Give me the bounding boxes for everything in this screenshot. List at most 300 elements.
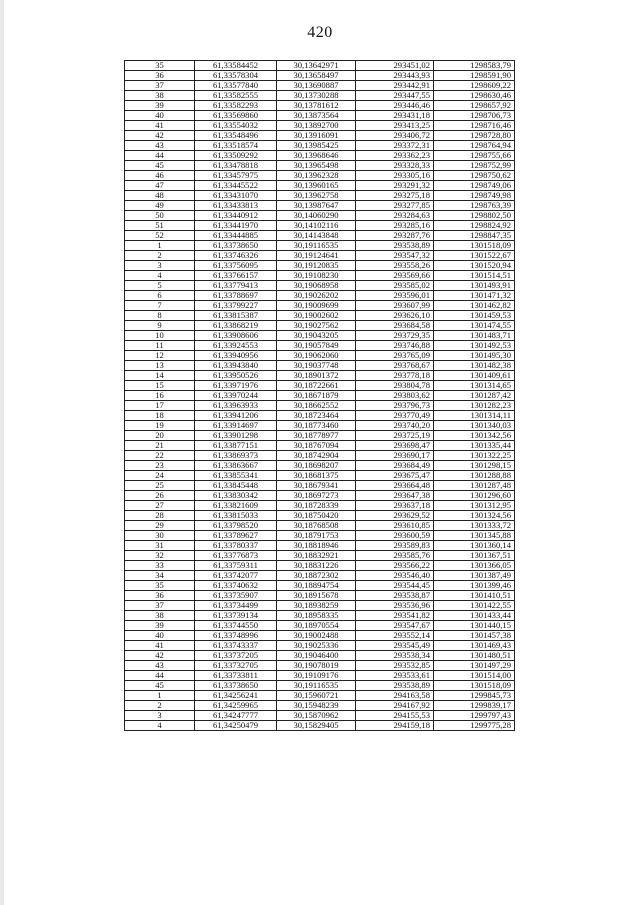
table-row bbox=[125, 431, 515, 441]
x-coordinate-cell: 293547,32 bbox=[356, 251, 434, 261]
point-number-cell: 23 bbox=[125, 461, 195, 471]
point-number-cell: 37 bbox=[125, 81, 195, 91]
x-coordinate-cell: 294163,58 bbox=[356, 691, 434, 701]
longitude-cell: 30,19043205 bbox=[277, 331, 356, 341]
y-coordinate-cell: 1301469,43 bbox=[434, 641, 515, 651]
table-row bbox=[125, 361, 515, 371]
longitude-cell: 30,18831226 bbox=[277, 561, 356, 571]
y-coordinate-cell: 1301399,46 bbox=[434, 581, 515, 591]
x-coordinate-cell: 293600,59 bbox=[356, 531, 434, 541]
x-coordinate-cell: 293729,35 bbox=[356, 331, 434, 341]
x-coordinate-cell: 294167,92 bbox=[356, 701, 434, 711]
latitude-cell: 61,33569860 bbox=[195, 111, 277, 121]
longitude-cell: 30,18773460 bbox=[277, 421, 356, 431]
point-number-cell: 3 bbox=[125, 711, 195, 721]
y-coordinate-cell: 1301480,51 bbox=[434, 651, 515, 661]
longitude-cell: 30,13781612 bbox=[277, 101, 356, 111]
point-number-cell: 44 bbox=[125, 151, 195, 161]
longitude-cell: 30,18970554 bbox=[277, 621, 356, 631]
y-coordinate-cell: 1298609,22 bbox=[434, 81, 515, 91]
point-number-cell: 35 bbox=[125, 61, 195, 71]
table-row bbox=[125, 121, 515, 131]
longitude-cell: 30,19002602 bbox=[277, 311, 356, 321]
point-number-cell: 30 bbox=[125, 531, 195, 541]
y-coordinate-cell: 1298630,46 bbox=[434, 91, 515, 101]
point-number-cell: 4 bbox=[125, 271, 195, 281]
y-coordinate-cell: 1298763,39 bbox=[434, 201, 515, 211]
longitude-cell: 30,19108230 bbox=[277, 271, 356, 281]
table-row bbox=[125, 621, 515, 631]
x-coordinate-cell: 293589,83 bbox=[356, 541, 434, 551]
longitude-cell: 30,13730288 bbox=[277, 91, 356, 101]
point-number-cell: 31 bbox=[125, 541, 195, 551]
table-row bbox=[125, 551, 515, 561]
longitude-cell: 30,18728339 bbox=[277, 501, 356, 511]
point-number-cell: 19 bbox=[125, 421, 195, 431]
longitude-cell: 30,19116535 bbox=[277, 241, 356, 251]
y-coordinate-cell: 1301322,25 bbox=[434, 451, 515, 461]
longitude-cell: 30,13985425 bbox=[277, 141, 356, 151]
x-coordinate-cell: 293538,34 bbox=[356, 651, 434, 661]
point-number-cell: 6 bbox=[125, 291, 195, 301]
x-coordinate-cell: 293796,73 bbox=[356, 401, 434, 411]
latitude-cell: 61,33742077 bbox=[195, 571, 277, 581]
table-row bbox=[125, 681, 515, 691]
y-coordinate-cell: 1298802,50 bbox=[434, 211, 515, 221]
latitude-cell: 61,33901298 bbox=[195, 431, 277, 441]
latitude-cell: 61,33963933 bbox=[195, 401, 277, 411]
y-coordinate-cell: 1298728,80 bbox=[434, 131, 515, 141]
y-coordinate-cell: 1301324,56 bbox=[434, 511, 515, 521]
longitude-cell: 30,18671879 bbox=[277, 391, 356, 401]
longitude-cell: 30,19116535 bbox=[277, 681, 356, 691]
latitude-cell: 61,33733811 bbox=[195, 671, 277, 681]
point-number-cell: 44 bbox=[125, 671, 195, 681]
table-row bbox=[125, 531, 515, 541]
point-number-cell: 34 bbox=[125, 571, 195, 581]
y-coordinate-cell: 1298847,35 bbox=[434, 231, 515, 241]
table-row bbox=[125, 251, 515, 261]
latitude-cell: 61,33815033 bbox=[195, 511, 277, 521]
x-coordinate-cell: 293746,88 bbox=[356, 341, 434, 351]
x-coordinate-cell: 293698,47 bbox=[356, 441, 434, 451]
longitude-cell: 30,18872302 bbox=[277, 571, 356, 581]
latitude-cell: 61,33444885 bbox=[195, 231, 277, 241]
y-coordinate-cell: 1301312,95 bbox=[434, 501, 515, 511]
point-number-cell: 43 bbox=[125, 661, 195, 671]
point-number-cell: 46 bbox=[125, 171, 195, 181]
y-coordinate-cell: 1298657,92 bbox=[434, 101, 515, 111]
longitude-cell: 30,19009699 bbox=[277, 301, 356, 311]
point-number-cell: 49 bbox=[125, 201, 195, 211]
longitude-cell: 30,19068958 bbox=[277, 281, 356, 291]
point-number-cell: 10 bbox=[125, 331, 195, 341]
x-coordinate-cell: 293287,76 bbox=[356, 231, 434, 241]
latitude-cell: 61,33743337 bbox=[195, 641, 277, 651]
point-number-cell: 9 bbox=[125, 321, 195, 331]
latitude-cell: 61,33578304 bbox=[195, 71, 277, 81]
y-coordinate-cell: 1301514,00 bbox=[434, 671, 515, 681]
latitude-cell: 61,33924553 bbox=[195, 341, 277, 351]
point-number-cell: 29 bbox=[125, 521, 195, 531]
table-row bbox=[125, 501, 515, 511]
x-coordinate-cell: 293406,72 bbox=[356, 131, 434, 141]
latitude-cell: 61,33830342 bbox=[195, 491, 277, 501]
point-number-cell: 11 bbox=[125, 341, 195, 351]
table-row bbox=[125, 451, 515, 461]
y-coordinate-cell: 1301366,05 bbox=[434, 561, 515, 571]
longitude-cell: 30,13873564 bbox=[277, 111, 356, 121]
longitude-cell: 30,15960721 bbox=[277, 691, 356, 701]
x-coordinate-cell: 293607,99 bbox=[356, 301, 434, 311]
longitude-cell: 30,15829405 bbox=[277, 721, 356, 731]
latitude-cell: 61,33971976 bbox=[195, 381, 277, 391]
point-number-cell: 52 bbox=[125, 231, 195, 241]
latitude-cell: 61,33478818 bbox=[195, 161, 277, 171]
table-row bbox=[125, 371, 515, 381]
y-coordinate-cell: 1301296,60 bbox=[434, 491, 515, 501]
latitude-cell: 61,33877151 bbox=[195, 441, 277, 451]
table-row bbox=[125, 141, 515, 151]
point-number-cell: 27 bbox=[125, 501, 195, 511]
longitude-cell: 30,19062060 bbox=[277, 351, 356, 361]
latitude-cell: 61,33739134 bbox=[195, 611, 277, 621]
point-number-cell: 45 bbox=[125, 161, 195, 171]
y-coordinate-cell: 1301471,32 bbox=[434, 291, 515, 301]
point-number-cell: 28 bbox=[125, 511, 195, 521]
latitude-cell: 61,34259965 bbox=[195, 701, 277, 711]
latitude-cell: 61,33431070 bbox=[195, 191, 277, 201]
point-number-cell: 41 bbox=[125, 641, 195, 651]
longitude-cell: 30,18698207 bbox=[277, 461, 356, 471]
latitude-cell: 61,33789627 bbox=[195, 531, 277, 541]
y-coordinate-cell: 1298764,94 bbox=[434, 141, 515, 151]
x-coordinate-cell: 293637,18 bbox=[356, 501, 434, 511]
x-coordinate-cell: 293442,91 bbox=[356, 81, 434, 91]
point-number-cell: 39 bbox=[125, 621, 195, 631]
y-coordinate-cell: 1301298,15 bbox=[434, 461, 515, 471]
table-row bbox=[125, 351, 515, 361]
table-row bbox=[125, 271, 515, 281]
y-coordinate-cell: 1301422,55 bbox=[434, 601, 515, 611]
longitude-cell: 30,13962758 bbox=[277, 191, 356, 201]
latitude-cell: 61,33788697 bbox=[195, 291, 277, 301]
table-row bbox=[125, 101, 515, 111]
longitude-cell: 30,13690887 bbox=[277, 81, 356, 91]
longitude-cell: 30,18742904 bbox=[277, 451, 356, 461]
table-row bbox=[125, 651, 515, 661]
latitude-cell: 61,33799227 bbox=[195, 301, 277, 311]
point-number-cell: 25 bbox=[125, 481, 195, 491]
x-coordinate-cell: 293585,76 bbox=[356, 551, 434, 561]
point-number-cell: 35 bbox=[125, 581, 195, 591]
latitude-cell: 61,33509292 bbox=[195, 151, 277, 161]
x-coordinate-cell: 293533,61 bbox=[356, 671, 434, 681]
y-coordinate-cell: 1301340,03 bbox=[434, 421, 515, 431]
longitude-cell: 30,18791753 bbox=[277, 531, 356, 541]
table-row bbox=[125, 711, 515, 721]
x-coordinate-cell: 293544,45 bbox=[356, 581, 434, 591]
table-row bbox=[125, 391, 515, 401]
longitude-cell: 30,13916091 bbox=[277, 131, 356, 141]
longitude-cell: 30,13642971 bbox=[277, 61, 356, 71]
y-coordinate-cell: 1301518,09 bbox=[434, 681, 515, 691]
latitude-cell: 61,33779413 bbox=[195, 281, 277, 291]
latitude-cell: 61,33738650 bbox=[195, 681, 277, 691]
y-coordinate-cell: 1298716,46 bbox=[434, 121, 515, 131]
latitude-cell: 61,33756095 bbox=[195, 261, 277, 271]
latitude-cell: 61,33798520 bbox=[195, 521, 277, 531]
point-number-cell: 14 bbox=[125, 371, 195, 381]
x-coordinate-cell: 293546,40 bbox=[356, 571, 434, 581]
table-row bbox=[125, 631, 515, 641]
longitude-cell: 30,19026202 bbox=[277, 291, 356, 301]
table-row bbox=[125, 61, 515, 71]
table-row bbox=[125, 601, 515, 611]
latitude-cell: 61,33582555 bbox=[195, 91, 277, 101]
y-coordinate-cell: 1301520,94 bbox=[434, 261, 515, 271]
latitude-cell: 61,33740632 bbox=[195, 581, 277, 591]
y-coordinate-cell: 1301497,29 bbox=[434, 661, 515, 671]
y-coordinate-cell: 1301287,42 bbox=[434, 391, 515, 401]
x-coordinate-cell: 293372,31 bbox=[356, 141, 434, 151]
x-coordinate-cell: 293277,85 bbox=[356, 201, 434, 211]
longitude-cell: 30,14143848 bbox=[277, 231, 356, 241]
latitude-cell: 61,33577840 bbox=[195, 81, 277, 91]
longitude-cell: 30,18894754 bbox=[277, 581, 356, 591]
longitude-cell: 30,18818946 bbox=[277, 541, 356, 551]
point-number-cell: 18 bbox=[125, 411, 195, 421]
longitude-cell: 30,19109176 bbox=[277, 671, 356, 681]
latitude-cell: 61,33548496 bbox=[195, 131, 277, 141]
table-row bbox=[125, 301, 515, 311]
latitude-cell: 61,33950526 bbox=[195, 371, 277, 381]
y-coordinate-cell: 1301288,88 bbox=[434, 471, 515, 481]
longitude-cell: 30,19046400 bbox=[277, 651, 356, 661]
latitude-cell: 61,33735907 bbox=[195, 591, 277, 601]
y-coordinate-cell: 1298749,06 bbox=[434, 181, 515, 191]
longitude-cell: 30,18722661 bbox=[277, 381, 356, 391]
latitude-cell: 61,33582293 bbox=[195, 101, 277, 111]
latitude-cell: 61,33943840 bbox=[195, 361, 277, 371]
x-coordinate-cell: 293725,19 bbox=[356, 431, 434, 441]
table-row bbox=[125, 401, 515, 411]
y-coordinate-cell: 1298706,73 bbox=[434, 111, 515, 121]
y-coordinate-cell: 1301387,49 bbox=[434, 571, 515, 581]
x-coordinate-cell: 293803,62 bbox=[356, 391, 434, 401]
y-coordinate-cell: 1301367,51 bbox=[434, 551, 515, 561]
latitude-cell: 61,34247777 bbox=[195, 711, 277, 721]
longitude-cell: 30,18723464 bbox=[277, 411, 356, 421]
point-number-cell: 12 bbox=[125, 351, 195, 361]
y-coordinate-cell: 1298583,79 bbox=[434, 61, 515, 71]
point-number-cell: 7 bbox=[125, 301, 195, 311]
x-coordinate-cell: 293684,49 bbox=[356, 461, 434, 471]
y-coordinate-cell: 1301457,38 bbox=[434, 631, 515, 641]
longitude-cell: 30,18901372 bbox=[277, 371, 356, 381]
table-row bbox=[125, 231, 515, 241]
point-number-cell: 48 bbox=[125, 191, 195, 201]
point-number-cell: 40 bbox=[125, 631, 195, 641]
table-row bbox=[125, 591, 515, 601]
longitude-cell: 30,19025336 bbox=[277, 641, 356, 651]
x-coordinate-cell: 293362,23 bbox=[356, 151, 434, 161]
table-row bbox=[125, 221, 515, 231]
x-coordinate-cell: 293770,49 bbox=[356, 411, 434, 421]
latitude-cell: 61,33744550 bbox=[195, 621, 277, 631]
x-coordinate-cell: 293443,93 bbox=[356, 71, 434, 81]
y-coordinate-cell: 1301495,30 bbox=[434, 351, 515, 361]
point-number-cell: 17 bbox=[125, 401, 195, 411]
longitude-cell: 30,13892700 bbox=[277, 121, 356, 131]
latitude-cell: 61,33746326 bbox=[195, 251, 277, 261]
table-row bbox=[125, 561, 515, 571]
point-number-cell: 47 bbox=[125, 181, 195, 191]
table-row bbox=[125, 341, 515, 351]
x-coordinate-cell: 293536,96 bbox=[356, 601, 434, 611]
point-number-cell: 41 bbox=[125, 121, 195, 131]
latitude-cell: 61,33845448 bbox=[195, 481, 277, 491]
table-row bbox=[125, 211, 515, 221]
y-coordinate-cell: 1301342,56 bbox=[434, 431, 515, 441]
latitude-cell: 61,34250479 bbox=[195, 721, 277, 731]
table-row bbox=[125, 491, 515, 501]
x-coordinate-cell: 293684,58 bbox=[356, 321, 434, 331]
y-coordinate-cell: 1301492,53 bbox=[434, 341, 515, 351]
longitude-cell: 30,13658497 bbox=[277, 71, 356, 81]
point-number-cell: 42 bbox=[125, 131, 195, 141]
y-coordinate-cell: 1301314,65 bbox=[434, 381, 515, 391]
y-coordinate-cell: 1301360,14 bbox=[434, 541, 515, 551]
x-coordinate-cell: 293291,32 bbox=[356, 181, 434, 191]
table-row bbox=[125, 321, 515, 331]
x-coordinate-cell: 293275,18 bbox=[356, 191, 434, 201]
table-row bbox=[125, 661, 515, 671]
y-coordinate-cell: 1301282,23 bbox=[434, 401, 515, 411]
longitude-cell: 30,19037748 bbox=[277, 361, 356, 371]
y-coordinate-cell: 1301409,61 bbox=[434, 371, 515, 381]
point-number-cell: 51 bbox=[125, 221, 195, 231]
point-number-cell: 15 bbox=[125, 381, 195, 391]
latitude-cell: 61,33868219 bbox=[195, 321, 277, 331]
table-row bbox=[125, 281, 515, 291]
point-number-cell: 39 bbox=[125, 101, 195, 111]
longitude-cell: 30,18697273 bbox=[277, 491, 356, 501]
y-coordinate-cell: 1301518,09 bbox=[434, 241, 515, 251]
longitude-cell: 30,14060290 bbox=[277, 211, 356, 221]
latitude-cell: 61,33863667 bbox=[195, 461, 277, 471]
y-coordinate-cell: 1298752,99 bbox=[434, 161, 515, 171]
longitude-cell: 30,19002488 bbox=[277, 631, 356, 641]
point-number-cell: 24 bbox=[125, 471, 195, 481]
table-row bbox=[125, 511, 515, 521]
x-coordinate-cell: 293765,09 bbox=[356, 351, 434, 361]
longitude-cell: 30,18679341 bbox=[277, 481, 356, 491]
x-coordinate-cell: 293545,49 bbox=[356, 641, 434, 651]
table-row bbox=[125, 201, 515, 211]
table-row bbox=[125, 671, 515, 681]
longitude-cell: 30,14102116 bbox=[277, 221, 356, 231]
point-number-cell: 4 bbox=[125, 721, 195, 731]
latitude-cell: 61,33869373 bbox=[195, 451, 277, 461]
x-coordinate-cell: 293566,22 bbox=[356, 561, 434, 571]
page-number: 420 bbox=[307, 24, 333, 41]
y-coordinate-cell: 1301410,51 bbox=[434, 591, 515, 601]
table-row bbox=[125, 71, 515, 81]
table-row bbox=[125, 411, 515, 421]
x-coordinate-cell: 293552,14 bbox=[356, 631, 434, 641]
x-coordinate-cell: 293596,01 bbox=[356, 291, 434, 301]
latitude-cell: 61,33776873 bbox=[195, 551, 277, 561]
x-coordinate-cell: 293413,25 bbox=[356, 121, 434, 131]
table-row bbox=[125, 571, 515, 581]
y-coordinate-cell: 1301483,71 bbox=[434, 331, 515, 341]
x-coordinate-cell: 293446,46 bbox=[356, 101, 434, 111]
y-coordinate-cell: 1299797,43 bbox=[434, 711, 515, 721]
longitude-cell: 30,18958335 bbox=[277, 611, 356, 621]
table-row bbox=[125, 481, 515, 491]
longitude-cell: 30,19027562 bbox=[277, 321, 356, 331]
latitude-cell: 61,33737205 bbox=[195, 651, 277, 661]
latitude-cell: 61,33941206 bbox=[195, 411, 277, 421]
longitude-cell: 30,19124641 bbox=[277, 251, 356, 261]
latitude-cell: 61,33457975 bbox=[195, 171, 277, 181]
longitude-cell: 30,15948239 bbox=[277, 701, 356, 711]
table-row bbox=[125, 461, 515, 471]
x-coordinate-cell: 294159,18 bbox=[356, 721, 434, 731]
longitude-cell: 30,18832921 bbox=[277, 551, 356, 561]
longitude-cell: 30,18681375 bbox=[277, 471, 356, 481]
y-coordinate-cell: 1301287,48 bbox=[434, 481, 515, 491]
x-coordinate-cell: 293629,52 bbox=[356, 511, 434, 521]
x-coordinate-cell: 293740,20 bbox=[356, 421, 434, 431]
y-coordinate-cell: 1298591,90 bbox=[434, 71, 515, 81]
table-row bbox=[125, 131, 515, 141]
longitude-cell: 30,13968646 bbox=[277, 151, 356, 161]
point-number-cell: 32 bbox=[125, 551, 195, 561]
x-coordinate-cell: 293538,89 bbox=[356, 681, 434, 691]
y-coordinate-cell: 1299845,73 bbox=[434, 691, 515, 701]
x-coordinate-cell: 293610,85 bbox=[356, 521, 434, 531]
table-row bbox=[125, 521, 515, 531]
longitude-cell: 30,18768508 bbox=[277, 521, 356, 531]
latitude-cell: 61,33970244 bbox=[195, 391, 277, 401]
point-number-cell: 42 bbox=[125, 651, 195, 661]
point-number-cell: 36 bbox=[125, 71, 195, 81]
table-row bbox=[125, 181, 515, 191]
longitude-cell: 30,13987647 bbox=[277, 201, 356, 211]
point-number-cell: 37 bbox=[125, 601, 195, 611]
latitude-cell: 61,33821609 bbox=[195, 501, 277, 511]
point-number-cell: 1 bbox=[125, 691, 195, 701]
table-row bbox=[125, 421, 515, 431]
x-coordinate-cell: 293285,16 bbox=[356, 221, 434, 231]
point-number-cell: 33 bbox=[125, 561, 195, 571]
table-row bbox=[125, 171, 515, 181]
point-number-cell: 3 bbox=[125, 261, 195, 271]
point-number-cell: 22 bbox=[125, 451, 195, 461]
point-number-cell: 50 bbox=[125, 211, 195, 221]
y-coordinate-cell: 1298749,98 bbox=[434, 191, 515, 201]
x-coordinate-cell: 293541,82 bbox=[356, 611, 434, 621]
longitude-cell: 30,18750420 bbox=[277, 511, 356, 521]
point-number-cell: 2 bbox=[125, 701, 195, 711]
table-row bbox=[125, 151, 515, 161]
y-coordinate-cell: 1301459,53 bbox=[434, 311, 515, 321]
point-number-cell: 20 bbox=[125, 431, 195, 441]
y-coordinate-cell: 1301514,51 bbox=[434, 271, 515, 281]
x-coordinate-cell: 293804,78 bbox=[356, 381, 434, 391]
